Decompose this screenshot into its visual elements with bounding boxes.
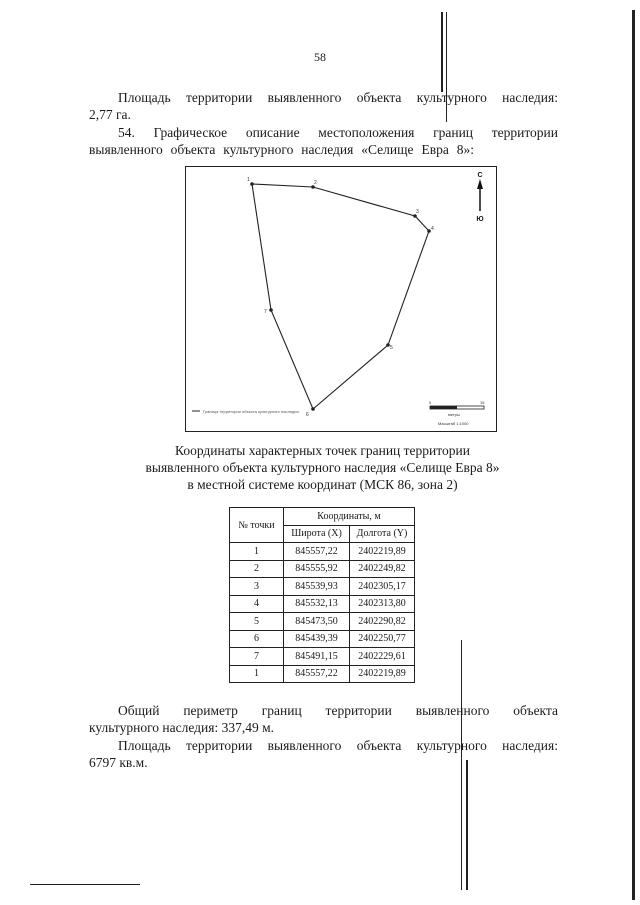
area-prev-line1: Площадь территории выявленного объекта культурного наследия: xyxy=(118,90,558,105)
cell-point: 1 xyxy=(230,665,284,683)
cell-lon: 2402313,80 xyxy=(350,595,415,613)
cell-lon: 2402290,82 xyxy=(350,613,415,631)
boundary-map xyxy=(185,166,497,432)
item54-line2: выявленного объекта культурного наследия «Селище Евра 8»: xyxy=(89,142,474,157)
cell-lat: 845473,50 xyxy=(284,613,350,631)
table-row xyxy=(230,578,415,596)
scan-artifact-line xyxy=(30,884,140,885)
point-label-2: 2 xyxy=(314,180,317,186)
boundary-polygon xyxy=(252,184,429,409)
boundary-vertices xyxy=(250,182,431,411)
header-lon: Долгота (Y) xyxy=(350,525,415,543)
cell-lat: 845539,93 xyxy=(284,578,350,596)
compass-north-label: С xyxy=(477,172,483,179)
cell-lat: 845532,13 xyxy=(284,595,350,613)
cell-lat: 845557,22 xyxy=(284,543,350,561)
perimeter-line2: культурного наследия: 337,49 м. xyxy=(89,720,275,735)
table-row xyxy=(230,630,415,648)
point-label-7: 7 xyxy=(264,309,267,315)
cell-lon: 2402250,77 xyxy=(350,630,415,648)
item54-line1: 54. Графическое описание местоположения границ территории xyxy=(118,125,558,140)
cell-lon: 2402219,89 xyxy=(350,665,415,683)
cell-lat: 845439,39 xyxy=(284,630,350,648)
point-label-1: 1 xyxy=(247,177,250,183)
vertex-1 xyxy=(250,182,254,186)
area-line1: Площадь территории выявленного объекта культурного наследия: xyxy=(118,738,558,753)
table-row xyxy=(230,613,415,631)
map-svg xyxy=(186,167,496,431)
table-body xyxy=(230,543,415,683)
header-point: № точки xyxy=(230,508,284,543)
cell-lat: 845557,22 xyxy=(284,665,350,683)
table-row xyxy=(230,648,415,666)
scale-bar xyxy=(429,400,485,426)
scale-unit: метры xyxy=(448,412,460,417)
table-header-row xyxy=(230,508,415,526)
vertex-7 xyxy=(269,308,273,312)
scan-artifact-line xyxy=(632,10,635,900)
point-label-4: 4 xyxy=(431,226,434,232)
compass xyxy=(476,172,483,223)
point-label-5: 5 xyxy=(390,345,393,351)
cell-point: 4 xyxy=(230,595,284,613)
header-lat: Широта (X) xyxy=(284,525,350,543)
vertex-6 xyxy=(311,407,315,411)
scan-artifact-line xyxy=(461,640,462,890)
cell-lat: 845555,92 xyxy=(284,560,350,578)
point-label-6: 6 xyxy=(306,412,309,418)
cell-point: 3 xyxy=(230,578,284,596)
cell-lon: 2402249,82 xyxy=(350,560,415,578)
area-line2: 6797 кв.м. xyxy=(89,755,148,770)
header-coords: Координаты, м xyxy=(284,508,415,526)
point-label-3: 3 xyxy=(416,209,419,215)
cell-point: 1 xyxy=(230,543,284,561)
table-row xyxy=(230,595,415,613)
cell-lon: 2402219,89 xyxy=(350,543,415,561)
legend-text: Граница территории объекта культурного наследия xyxy=(203,409,299,414)
legend xyxy=(192,409,299,414)
caption-line1: Координаты характерных точек границ территории xyxy=(175,443,470,458)
compass-south-label: Ю xyxy=(476,216,484,223)
scale-end: 15 xyxy=(480,400,485,405)
coordinates-table xyxy=(229,507,415,683)
cell-point: 6 xyxy=(230,630,284,648)
perimeter-line1: Общий периметр границ территории выявленного объекта xyxy=(118,703,558,718)
table-row xyxy=(230,665,415,683)
caption-line3: в местной системе координат (МСК 86, зона 2) xyxy=(187,477,458,492)
caption-line2: выявленного объекта культурного наследия «Селище Евра 8» xyxy=(145,460,500,475)
table-caption xyxy=(100,442,545,493)
scale-start: 0 xyxy=(429,400,432,405)
scan-artifact-line xyxy=(466,760,468,890)
cell-point: 7 xyxy=(230,648,284,666)
cell-lon: 2402305,17 xyxy=(350,578,415,596)
area-prev-line2: 2,77 га. xyxy=(89,107,131,122)
scale-text: Масштаб 1:1000 xyxy=(438,421,469,426)
table-row xyxy=(230,543,415,561)
page-number: 58 xyxy=(314,50,326,64)
table-row xyxy=(230,560,415,578)
north-arrow-icon xyxy=(477,179,483,189)
cell-lat: 845491,15 xyxy=(284,648,350,666)
cell-point: 5 xyxy=(230,613,284,631)
cell-point: 2 xyxy=(230,560,284,578)
cell-lon: 2402229,61 xyxy=(350,648,415,666)
